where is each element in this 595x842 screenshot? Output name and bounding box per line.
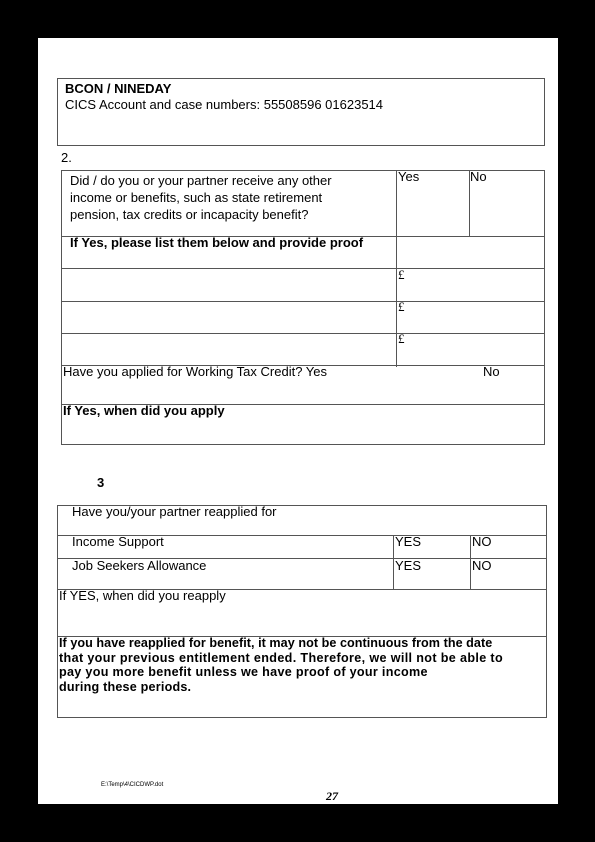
question-line-2: income or benefits, such as state retirement xyxy=(70,190,323,205)
document-page xyxy=(38,38,558,804)
amount-field-2[interactable]: £ xyxy=(398,299,405,314)
section-2-number: 2. xyxy=(61,150,72,165)
benefit-name-field-1[interactable] xyxy=(62,269,396,301)
divider xyxy=(396,171,397,367)
page-number: 27 xyxy=(326,789,338,803)
income-support-no[interactable]: NO xyxy=(472,534,492,549)
list-instruction: If Yes, please list them below and provide proof xyxy=(70,235,364,250)
account-box xyxy=(57,78,545,146)
other-income-question xyxy=(70,173,390,223)
income-support-label: Income Support xyxy=(72,534,164,549)
jsa-no[interactable]: NO xyxy=(472,558,492,573)
working-tax-credit-question: Have you applied for Working Tax Credit? Yes xyxy=(63,364,328,379)
notice-line-4: during these periods. xyxy=(59,679,192,694)
notice-line-3: pay you more benefit unless we have proof of your income xyxy=(59,665,428,679)
no-checkbox[interactable]: No xyxy=(470,169,487,184)
notice-text xyxy=(59,636,547,694)
working-tax-credit-no[interactable]: No xyxy=(483,364,500,379)
section-3-table xyxy=(57,505,547,718)
yes-checkbox[interactable]: Yes xyxy=(398,169,420,184)
notice-line-1: If you have reapplied for benefit, it may not be continuous from the date xyxy=(59,636,493,650)
section-3-number: 3 xyxy=(97,475,105,490)
divider xyxy=(393,535,394,589)
when-reapply-field[interactable] xyxy=(58,606,546,636)
income-support-yes[interactable]: YES xyxy=(395,534,422,549)
when-applied-label: If Yes, when did you apply xyxy=(63,403,225,418)
account-title: BCON / NINEDAY xyxy=(65,81,172,96)
jsa-yes[interactable]: YES xyxy=(395,558,422,573)
when-reapply-label: If YES, when did you reapply xyxy=(59,588,226,603)
benefit-name-field-2[interactable] xyxy=(62,302,396,334)
notice-line-2: that your previous entitlement ended. Therefore, we will not be able to xyxy=(59,650,504,665)
account-numbers: CICS Account and case numbers: 55508596 01623514 xyxy=(65,97,384,112)
amount-field-3[interactable]: £ xyxy=(398,331,405,346)
file-path: E:\Temp\4\CICDWP.dot xyxy=(101,782,164,788)
reapplied-question: Have you/your partner reapplied for xyxy=(72,504,277,519)
benefit-name-field-3[interactable] xyxy=(62,334,396,366)
question-line-1: Did / do you or your partner receive any other xyxy=(70,173,332,188)
when-applied-field[interactable] xyxy=(62,419,544,444)
amount-field-1[interactable]: £ xyxy=(398,267,405,282)
divider xyxy=(470,535,471,589)
question-line-3: pension, tax credits or incapacity benefit? xyxy=(70,207,309,222)
section-2-table xyxy=(61,170,545,445)
jsa-label: Job Seekers Allowance xyxy=(72,558,207,573)
